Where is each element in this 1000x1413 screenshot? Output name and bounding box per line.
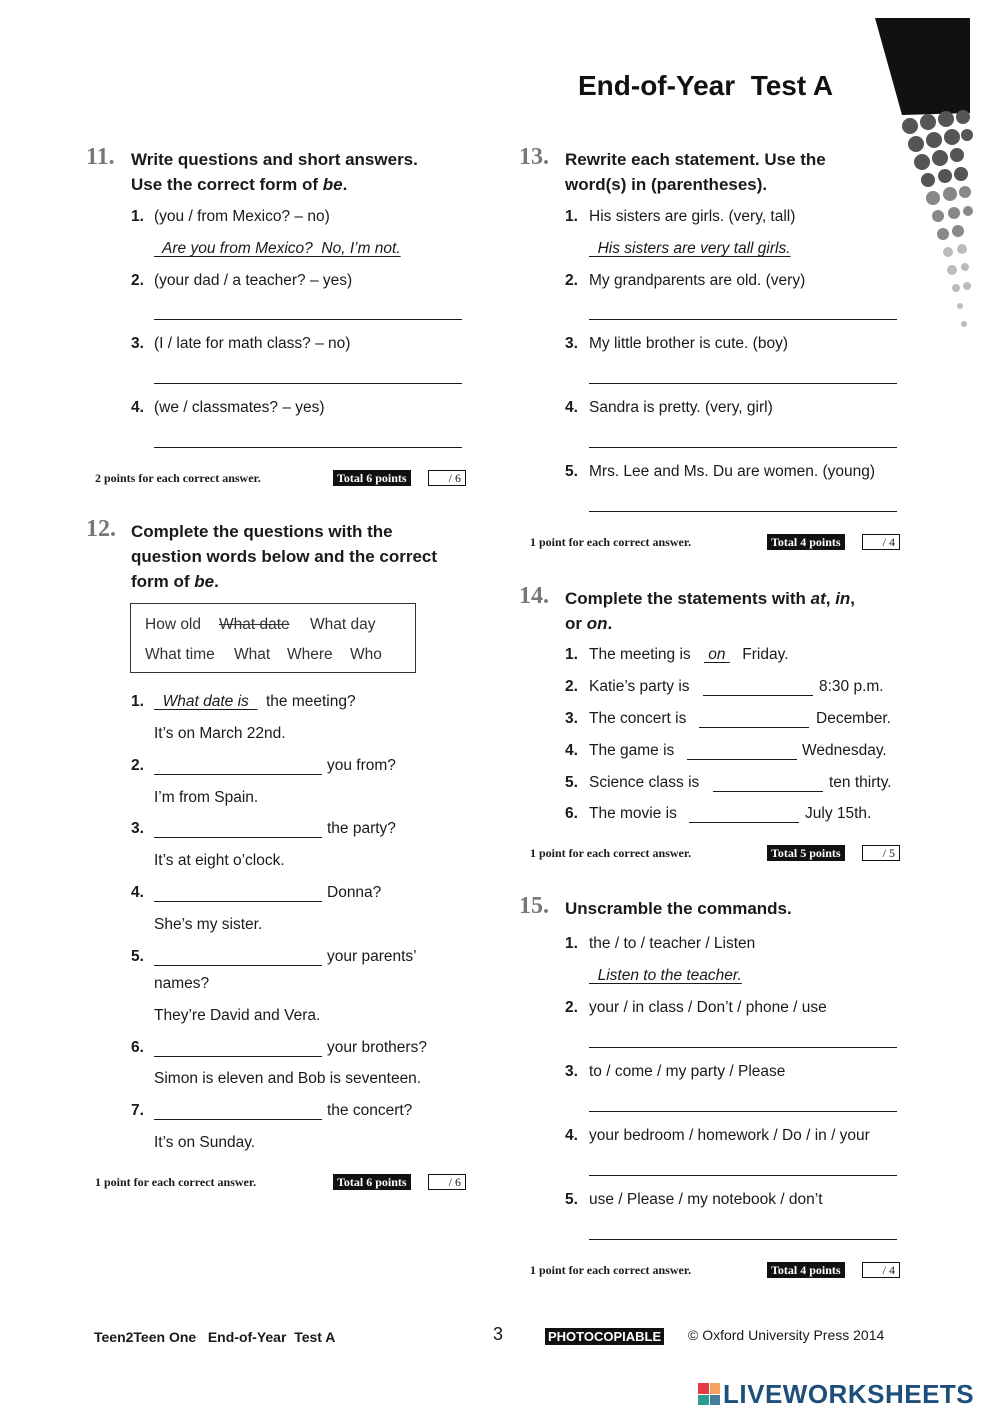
sample-answer: What date is [154,693,258,710]
item-prompt: your bedroom / homework / Do / in / your [589,1127,870,1144]
item-prompt: the / to / teacher / Listen [589,935,756,952]
item-prompt-continued: names? [154,975,210,992]
word-bank-item: How old [145,616,201,633]
item-number: 2. [131,757,144,774]
item-reply: It’s at eight o’clock. [154,852,285,869]
item-number: 3. [565,1063,578,1080]
instruction-emphasis: be [194,572,215,591]
item-number: 3. [565,335,578,352]
answer-line[interactable] [154,383,462,384]
item-number: 1. [131,208,144,225]
item-prompt: (I / late for math class? – no) [154,335,351,352]
item-prompt: The game is [589,742,675,759]
score-box[interactable]: / 6 [428,470,466,486]
word-bank-item: What day [310,616,376,633]
item-reply: It’s on March 22nd. [154,725,286,742]
exercise-number: 14. [519,583,549,609]
answer-line[interactable] [589,1239,897,1240]
item-prompt: Donna? [327,884,382,901]
item-number: 1. [565,935,578,952]
answer-blank[interactable] [699,727,809,728]
instruction-punct: , [825,589,836,608]
item-reply: She’s my sister. [154,916,263,933]
item-prompt: Sandra is pretty. (very, girl) [589,399,773,416]
total-points-badge: Total 4 points [767,1262,845,1278]
exercise-instruction [131,519,437,594]
exercise-instruction [565,586,855,636]
exercise-number: 15. [519,893,549,919]
footer-book-title: Teen2Teen One End-of-Year Test A [94,1329,336,1345]
item-number: 4. [565,1127,578,1144]
answer-line[interactable] [589,447,897,448]
item-number: 6. [131,1039,144,1056]
sample-answer: His sisters are very tall girls. [589,240,791,257]
item-prompt: (you / from Mexico? – no) [154,208,330,225]
answer-blank[interactable] [154,837,322,838]
score-note: 1 point for each correct answer. [95,1175,257,1189]
score-box[interactable]: / 6 [428,1174,466,1190]
item-prompt: ten thirty. [829,774,892,791]
answer-line[interactable] [589,1047,897,1048]
answer-blank[interactable] [154,774,322,775]
score-note: 1 point for each correct answer. [530,846,692,860]
item-prompt: Mrs. Lee and Ms. Du are women. (young) [589,463,876,480]
item-prompt: (your dad / a teacher? – yes) [154,272,353,289]
score-box[interactable]: / 5 [862,845,900,861]
item-prompt: Science class is [589,774,700,791]
item-prompt: Wednesday. [802,742,887,759]
exercise-number: 13. [519,144,549,170]
sample-answer: on [704,646,730,663]
instruction-line: Use the correct form of [131,175,323,194]
item-number: 3. [131,820,144,837]
instruction-line: word(s) in (parentheses). [565,175,768,194]
answer-line[interactable] [589,511,897,512]
item-number: 2. [565,999,578,1016]
item-number: 2. [131,272,144,289]
item-prompt: the party? [327,820,396,837]
total-points-badge: Total 6 points [333,1174,411,1190]
instruction-line: Complete the statements with [565,589,811,608]
answer-blank[interactable] [154,1056,322,1057]
total-points-badge: Total 4 points [767,534,845,550]
item-prompt: The concert is [589,710,687,727]
item-reply: Simon is eleven and Bob is seventeen. [154,1070,422,1087]
word-bank [130,603,416,673]
answer-blank[interactable] [713,791,823,792]
score-note: 2 points for each correct answer. [95,471,261,485]
item-number: 5. [565,1191,578,1208]
exercise-instruction [131,147,418,197]
answer-line[interactable] [589,1175,897,1176]
answer-blank[interactable] [687,759,797,760]
instruction-emphasis: be [322,175,343,194]
page-title: End-of-Year Test A [578,70,834,101]
item-prompt: December. [816,710,891,727]
photocopiable-badge: PHOTOCOPIABLE [545,1328,664,1345]
instruction-emphasis: on [586,614,608,633]
score-box[interactable]: / 4 [862,534,900,550]
item-prompt: your brothers? [327,1039,427,1056]
word-bank-item: What time [145,646,215,663]
item-prompt: My grandparents are old. (very) [589,272,806,289]
item-prompt: the meeting? [266,693,356,710]
liveworksheets-logo[interactable] [698,1380,974,1408]
item-prompt: The meeting is [589,646,695,663]
item-prompt: July 15th. [805,805,872,822]
sample-answer: Listen to the teacher. [589,967,742,984]
instruction-line: form of [131,572,195,591]
item-number: 4. [565,742,578,759]
instruction-line: or [565,614,587,633]
item-prompt: use / Please / my notebook / don’t [589,1191,823,1208]
instruction-line: Complete the questions with the [131,522,393,541]
word-bank-item-used: What date [219,616,290,633]
item-prompt: your / in class / Don’t / phone / use [589,999,827,1016]
instruction-line: Write questions and short answers. [131,150,418,169]
item-prompt: to / come / my party / Please [589,1063,786,1080]
item-number: 5. [131,948,144,965]
exercise-number: 12. [86,516,116,542]
item-number: 1. [565,208,578,225]
liveworksheets-mark-icon [698,1383,720,1405]
item-number: 7. [131,1102,144,1119]
item-number: 1. [565,646,578,663]
item-number: 4. [131,399,144,416]
item-prompt: Friday. [738,646,789,663]
word-bank-item: What [234,646,271,663]
instruction-emphasis: in [835,589,851,608]
item-reply: They’re David and Vera. [154,1007,321,1024]
instruction-punct: . [342,175,348,194]
score-note: 1 point for each correct answer. [530,535,692,549]
item-prompt: Katie’s party is [589,678,690,695]
item-number: 5. [565,774,578,791]
answer-line[interactable] [589,383,897,384]
item-number: 3. [131,335,144,352]
item-prompt: The movie is [589,805,677,822]
total-points-badge: Total 5 points [767,845,845,861]
item-number: 1. [131,693,144,710]
item-number: 4. [131,884,144,901]
item-number: 2. [565,678,578,695]
exercise-number: 11. [86,144,115,170]
answer-line[interactable] [154,447,462,448]
item-prompt: the concert? [327,1102,413,1119]
instruction-emphasis: at [810,589,826,608]
item-reply: I’m from Spain. [154,789,259,806]
answer-line[interactable] [154,319,462,320]
score-note: 1 point for each correct answer. [530,1263,692,1277]
answer-blank[interactable] [154,965,322,966]
score-box[interactable]: / 4 [862,1262,900,1278]
word-bank-item: Who [350,646,382,663]
answer-line[interactable] [589,319,897,320]
exercise-instruction: Unscramble the commands. [565,899,792,918]
instruction-punct: . [214,572,219,591]
answer-blank[interactable] [154,1119,322,1120]
item-number: 5. [565,463,578,480]
answer-blank[interactable] [703,695,813,696]
sample-answer: Are you from Mexico? No, I’m not. [154,240,401,257]
item-prompt: your parents’ [327,948,417,965]
item-prompt: His sisters are girls. (very, tall) [589,208,796,225]
page-number: 3 [493,1324,504,1344]
instruction-punct: , [850,589,856,608]
total-points-badge: Total 6 points [333,470,411,486]
item-prompt: (we / classmates? – yes) [154,399,325,416]
item-number: 3. [565,710,578,727]
item-prompt: My little brother is cute. (boy) [589,335,788,352]
answer-blank[interactable] [154,901,322,902]
answer-line[interactable] [589,1111,897,1112]
item-number: 6. [565,805,578,822]
item-number: 4. [565,399,578,416]
item-prompt: 8:30 p.m. [819,678,884,695]
liveworksheets-wordmark: LIVEWORKSHEETS [723,1378,975,1409]
decorative-halftone-graphic [870,18,980,348]
item-number: 2. [565,272,578,289]
copyright-notice: © Oxford University Press 2014 [688,1327,885,1343]
word-bank-item: Where [287,646,333,663]
exercise-instruction [565,147,826,197]
instruction-punct: . [607,614,613,633]
instruction-line: question words below and the correct [131,547,438,566]
instruction-line: Rewrite each statement. Use the [565,150,826,169]
answer-blank[interactable] [689,822,799,823]
item-reply: It’s on Sunday. [154,1134,256,1151]
item-prompt: you from? [327,757,396,774]
